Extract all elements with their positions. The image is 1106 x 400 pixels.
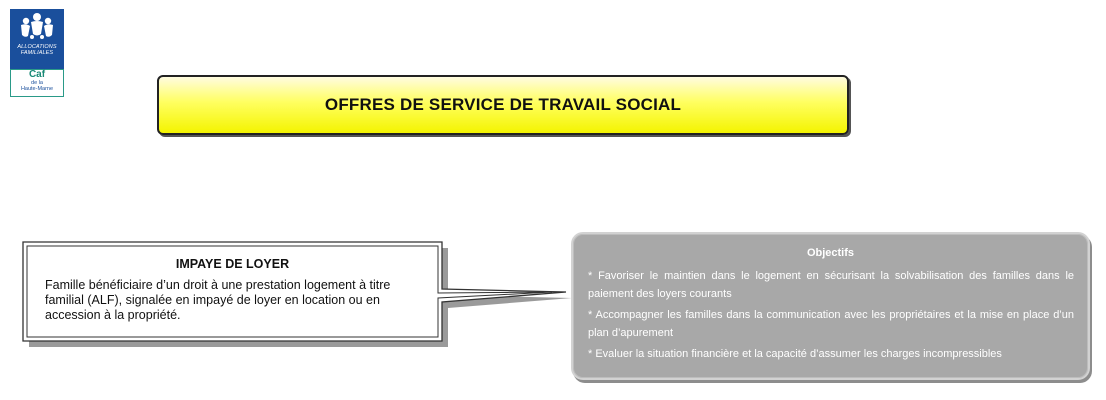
logo-line1: ALLOCATIONS [17,44,57,50]
logo-sub1: de la [31,80,43,86]
objectifs-list [588,267,1074,366]
page-title: OFFRES DE SERVICE DE TRAVAIL SOCIAL [324,95,682,114]
logo-brand: Caf [28,69,46,80]
objectifs-heading: Objectifs [806,247,855,259]
objectif-item: * Evaluer la situation financière et la capacité d’assumer les charges incompressibles [588,348,1002,360]
callout-heading: IMPAYE DE LOYER [175,257,290,271]
objectif-item: * Favoriser le maintien dans le logement en sécurisant la solvabilisation des familles dans le paiement des loyers courants [588,270,1074,300]
logo-line2: FAMILIALES [20,50,54,56]
objectif-item: * Accompagner les familles dans la communication avec les propriétaires et la mise en place d’un plan d’apurement [588,309,1074,339]
objectifs-box [571,232,1090,380]
callout-body: Famille bénéficiaire d’un droit à une prestation logement à titre familial (ALF), signalée en impayé de loyer en location ou en accession à la propriété. [45,278,391,322]
logo-sub2: Haute-Marne [20,86,54,92]
